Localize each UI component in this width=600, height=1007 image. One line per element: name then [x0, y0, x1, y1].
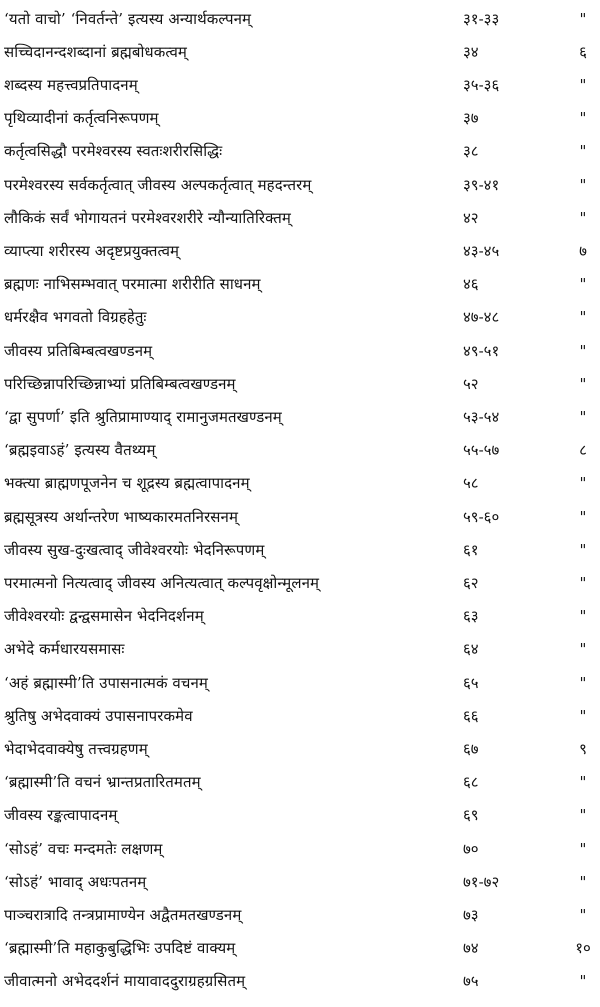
topic-text: भेदाभेदवाक्येषु तत्त्वग्रहणम् [4, 739, 148, 758]
page-number: " [579, 208, 587, 227]
index-row [0, 865, 600, 898]
index-row [0, 666, 600, 699]
index-row [0, 898, 600, 931]
verse-range: ३८ [463, 142, 479, 161]
index-row [0, 2, 600, 35]
verse-range: ६९ [463, 806, 479, 825]
index-row [0, 434, 600, 467]
page-number: " [579, 341, 587, 360]
page-number: ७ [579, 241, 587, 260]
topic-text: ‘ब्रह्मइवाऽहं’ इत्यस्य वैतथ्यम् [4, 441, 156, 460]
verse-range: ३५-३६ [463, 75, 500, 94]
index-row [0, 633, 600, 666]
page-number: " [579, 640, 587, 659]
page-number: " [579, 905, 587, 924]
topic-text: ‘ब्रह्मास्मी’ति वचनं भ्रान्तप्रतारितमतम् [4, 773, 201, 792]
verse-range: ६२ [463, 573, 479, 592]
index-row [0, 965, 600, 998]
page-number: " [579, 839, 587, 858]
page-number: " [579, 607, 587, 626]
verse-range: ५५-५७ [463, 441, 500, 460]
index-row [0, 732, 600, 765]
verse-range: ६१ [463, 540, 479, 559]
verse-range: ५८ [463, 474, 479, 493]
verse-range: ३७ [463, 109, 479, 128]
topic-text: परिच्छिन्नापरिच्छिन्नाभ्यां प्रतिबिम्बत्वखण्डनम् [4, 374, 236, 393]
verse-range: ७१-७२ [463, 872, 500, 891]
index-row [0, 301, 600, 334]
verse-range: ५२ [463, 374, 479, 393]
topic-text: शब्दस्य महत्त्वप्रतिपादनम् [4, 75, 138, 94]
index-row [0, 168, 600, 201]
page-number: " [579, 75, 587, 94]
index-row [0, 367, 600, 400]
index-row [0, 566, 600, 599]
topic-text: परमात्मनो नित्यत्वाद् जीवस्य अनित्यत्वात् कल्पवृक्षोन्मूलनम् [4, 573, 320, 592]
page-number: " [579, 773, 587, 792]
page-number: " [579, 673, 587, 692]
index-row [0, 799, 600, 832]
topic-text: परमेश्वरस्य सर्वकर्तृत्वात् जीवस्य अल्पकर्तृत्वात् महदन्तरम् [4, 175, 312, 194]
topic-text: पृथिव्यादीनां कर्तृत्वनिरूपणम् [4, 109, 159, 128]
topic-text: ब्रह्मसूत्रस्य अर्थान्तरेण भाष्यकारमतनिरसनम् [4, 507, 239, 526]
topic-text: ‘ब्रह्मास्मी’ति महाकुबुद्धिभिः उपदिष्टं वाक्यम् [4, 939, 236, 958]
verse-range: ३१-३३ [463, 9, 500, 28]
page-number: " [579, 872, 587, 891]
page-number: " [579, 573, 587, 592]
topic-text: लौकिकं सर्वं भोगायतनं परमेश्वरशरीरे न्यौन्यातिरिक्तम् [4, 208, 291, 227]
verse-range: ५९-६० [463, 507, 500, 526]
verse-range: ७५ [463, 972, 479, 991]
topic-text: ‘द्वा सुपर्णा’ इति श्रुतिप्रामाण्याद् रामानुजमतखण्डनम् [4, 407, 282, 426]
page-number: " [579, 142, 587, 161]
index-row [0, 600, 600, 633]
index-row [0, 533, 600, 566]
index-row [0, 699, 600, 732]
verse-range: ७३ [463, 905, 479, 924]
verse-range: ४७-४८ [463, 308, 500, 327]
verse-range: ७० [463, 839, 479, 858]
index-row [0, 766, 600, 799]
index-row [0, 35, 600, 68]
topic-text: अभेदे कर्मधारयसमासः [4, 640, 125, 659]
verse-range: ४९-५१ [463, 341, 500, 360]
topic-text: ‘सोऽहं’ भावाद् अधःपतनम् [4, 872, 147, 891]
verse-range: ६७ [463, 739, 479, 758]
index-row [0, 400, 600, 433]
topic-text: जीवात्मनो अभेददर्शनं मायावाददुराग्रहग्रसितम् [4, 972, 246, 991]
verse-range: ५३-५४ [463, 407, 500, 426]
topic-text: ‘सोऽहं’ वचः मन्दमतेः लक्षणम् [4, 839, 163, 858]
topic-text: भक्त्या ब्राह्मणपूजनेन च शूद्रस्य ब्रह्मत्वापादनम् [4, 474, 250, 493]
topic-text: कर्तृत्वसिद्धौ परमेश्वरस्य स्वतःशरीरसिद्धिः [4, 142, 223, 161]
page-number: ६ [579, 42, 587, 61]
page-number: १० [575, 939, 591, 958]
page-number: " [579, 706, 587, 725]
page-number: " [579, 374, 587, 393]
index-row [0, 201, 600, 234]
index-row [0, 234, 600, 267]
verse-range: ६६ [463, 706, 479, 725]
page-number: " [579, 407, 587, 426]
page-number: ८ [579, 441, 587, 460]
verse-range: ६३ [463, 607, 479, 626]
verse-range: ६४ [463, 640, 479, 659]
topic-text: जीवेश्वरयोः द्वन्द्वसमासेन भेदनिदर्शनम् [4, 607, 204, 626]
page-number: " [579, 474, 587, 493]
index-row [0, 932, 600, 965]
topic-text: ‘यतो वाचो’ ‘निवर्तन्ते’ इत्यस्य अन्यार्थकल्पनम् [4, 9, 252, 28]
index-row [0, 334, 600, 367]
topic-text: पाञ्चरात्रादि तन्त्रप्रामाण्येन अद्वैतमतखण्डनम् [4, 905, 242, 924]
topic-text: जीवस्य प्रतिबिम्बत्वखण्डनम् [4, 341, 153, 360]
page-number: " [579, 9, 587, 28]
page-number: ९ [579, 739, 587, 758]
verse-range: ६८ [463, 773, 479, 792]
page-number: " [579, 540, 587, 559]
verse-range: ४६ [463, 275, 479, 294]
verse-range: ७४ [463, 939, 479, 958]
page-number: " [579, 806, 587, 825]
page-number: " [579, 109, 587, 128]
topic-text: जीवस्य रङ्कत्वापादनम् [4, 806, 118, 825]
verse-range: ६५ [463, 673, 479, 692]
page-number: " [579, 175, 587, 194]
topic-text: श्रुतिषु अभेदवाक्यं उपासनापरकमेव [4, 706, 193, 725]
topic-text: सच्चिदानन्दशब्दानां ब्रह्मबोधकत्वम् [4, 42, 187, 61]
topic-text: धर्मरक्षैव भगवतो विग्रहहेतुः [4, 308, 147, 327]
index-row [0, 500, 600, 533]
index-row [0, 68, 600, 101]
topic-text: व्याप्त्या शरीरस्य अदृष्टप्रयुक्तत्वम् [4, 241, 180, 260]
page-number: " [579, 507, 587, 526]
verse-range: ३४ [463, 42, 479, 61]
topic-text: ब्रह्मणः नाभिसम्भवात् परमात्मा शरीरीति साधनम् [4, 275, 261, 294]
topic-text: ‘अहं ब्रह्मास्मी’ति उपासनात्मकं वचनम् [4, 673, 208, 692]
page-number: " [579, 972, 587, 991]
topic-text: जीवस्य सुख-दुःखत्वाद् जीवेश्वरयोः भेदनिरूपणम् [4, 540, 265, 559]
index-row [0, 102, 600, 135]
verse-range: ४२ [463, 208, 479, 227]
verse-range: ४३-४५ [463, 241, 500, 260]
verse-range: ३९-४१ [463, 175, 500, 194]
index-row [0, 135, 600, 168]
index-row [0, 832, 600, 865]
page-number: " [579, 308, 587, 327]
page-number: " [579, 275, 587, 294]
index-row [0, 268, 600, 301]
index-row [0, 467, 600, 500]
